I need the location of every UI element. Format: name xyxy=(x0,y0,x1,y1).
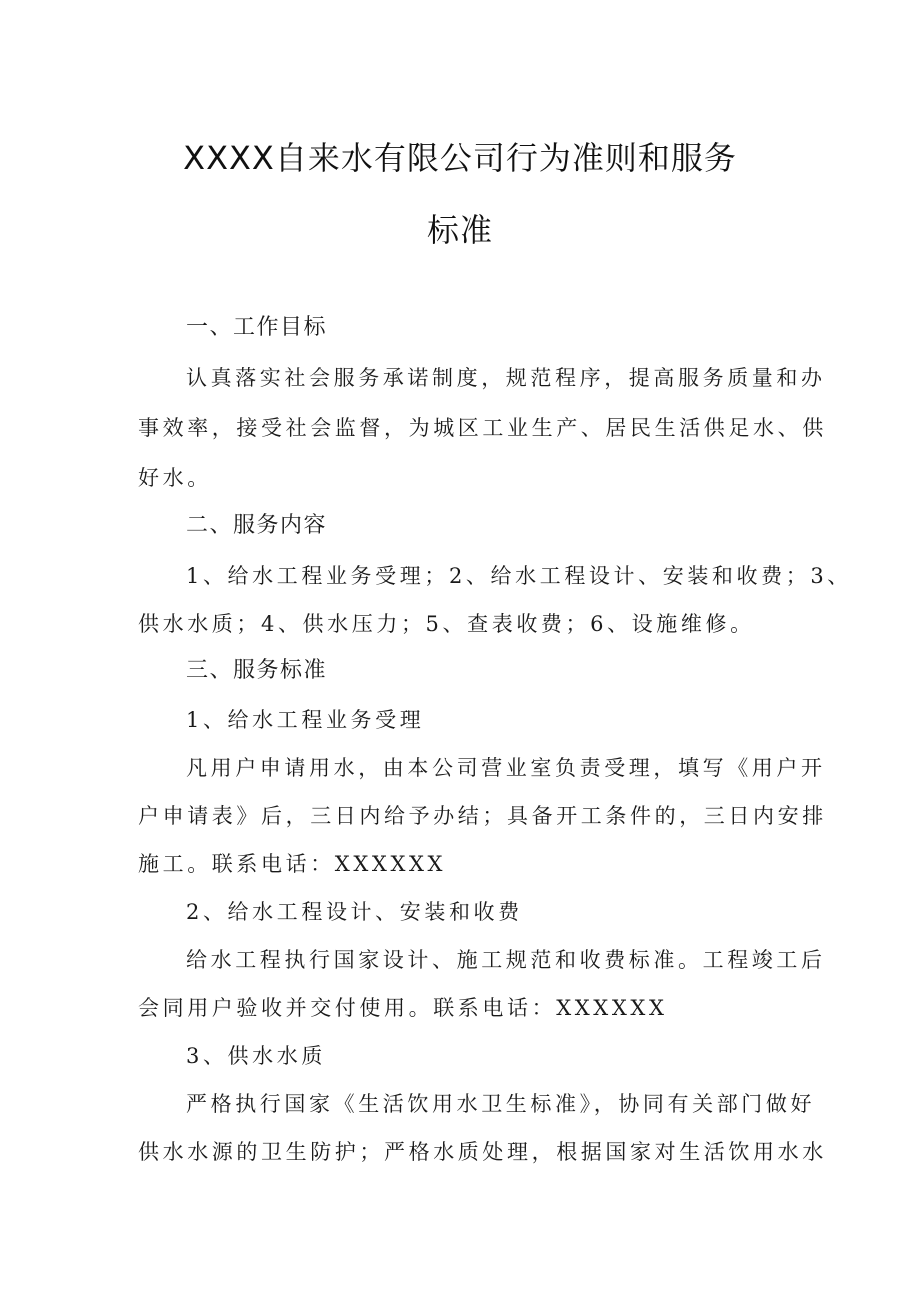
section-2-heading: 二、服务内容 xyxy=(186,513,328,538)
paragraph-line: 给水工程执行国家设计、施工规范和收费标准。工程竣工后 xyxy=(186,948,826,972)
subsection-1-heading: 1、给水工程业务受理 xyxy=(186,708,425,732)
document-title-line-1: XXXX自来水有限公司行为准则和服务 xyxy=(183,139,737,177)
paragraph-line: 施工。联系电话：XXXXXX xyxy=(138,852,447,876)
subsection-3-heading: 3、供水水质 xyxy=(186,1044,326,1068)
paragraph-line: 供水水质；4、供水压力；5、查表收费；6、设施维修。 xyxy=(138,612,755,636)
section-1-heading: 一、工作目标 xyxy=(186,315,328,340)
paragraph-line: 认真落实社会服务承诺制度，规范程序，提高服务质量和办 xyxy=(186,366,826,390)
section-3-heading: 三、服务标准 xyxy=(186,658,328,683)
paragraph-line: 严格执行国家《生活饮用水卫生标准》，协同有关部门做好 xyxy=(186,1092,816,1116)
paragraph-line: 凡用户申请用水，由本公司营业室负责受理，填写《用户开 xyxy=(186,756,826,780)
document-title-line-2: 标准 xyxy=(426,211,493,249)
paragraph-line: 事效率，接受社会监督，为城区工业生产、居民生活供足水、供 xyxy=(138,416,827,440)
paragraph-line: 供水水源的卫生防护；严格水质处理，根据国家对生活饮用水水 xyxy=(138,1140,827,1164)
paragraph-line: 户申请表》后，三日内给予办结；具备开工条件的，三日内安排 xyxy=(138,804,827,828)
paragraph-line: 会同用户验收并交付使用。联系电话：XXXXXX xyxy=(138,996,668,1020)
subsection-2-heading: 2、给水工程设计、安装和收费 xyxy=(186,900,523,924)
paragraph-line: 好水。 xyxy=(138,466,212,490)
paragraph-line: 1、给水工程业务受理；2、给水工程设计、安装和收费；3、 xyxy=(186,564,852,588)
